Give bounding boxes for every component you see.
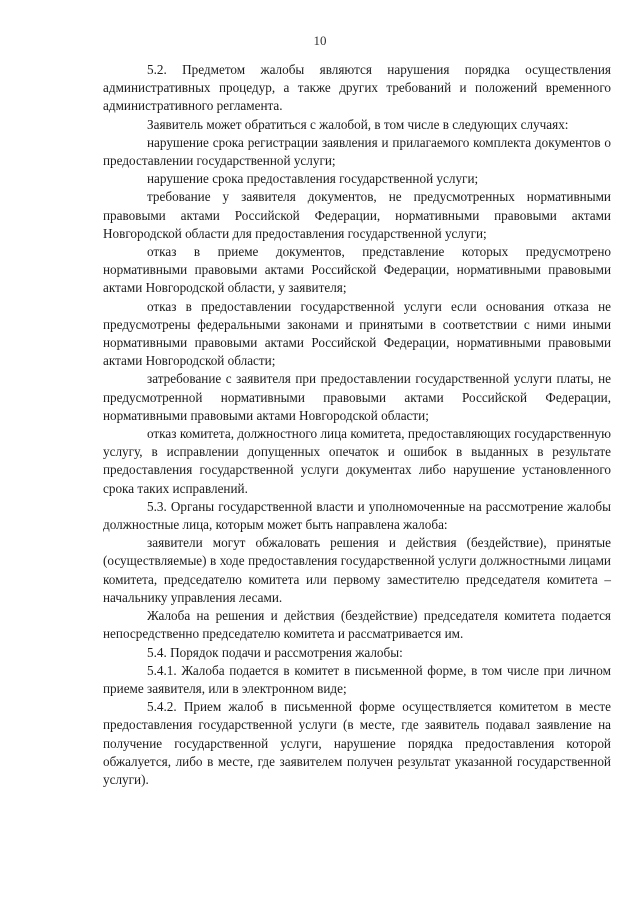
paragraph-5-3: 5.3. Органы государственной власти и уполномоченные на рассмотрение жалобы должностные лица, которым может быть направлена жалоба: [103, 498, 611, 533]
paragraph-case-service-refusal: отказ в предоставлении государственной услуги если основания отказа не предусмотрены федеральными законами и принятыми в соответствии с ними иными нормативными правовыми актами Российской Федерации, нормативными правовыми актами Новгородской области; [103, 298, 611, 369]
paragraph-appeal-officials: заявители могут обжаловать решения и действия (бездействие), принятые (осуществляемые) в ходе предоставления государственной услуги должностными лицами комитета, председателю комитета или первому заместителю председателя комитета – начальнику управления лесами. [103, 535, 611, 605]
paragraph-case-fee-demand: затребование с заявителя при предоставлении государственной услуги платы, не предусмотренной нормативными правовыми актами Российской Федерации, нормативными правовыми актами Новгородской области; [103, 371, 611, 423]
paragraph-chairman-complaint: Жалоба на решения и действия (бездействие) председателя комитета подается непосредственно председателю комитета и рассматривается им. [103, 608, 611, 642]
page-number: 10 [313, 33, 327, 48]
document-body [103, 61, 611, 789]
paragraph-5-4-2: 5.4.2. Прием жалоб в письменной форме осуществляется комитетом в месте предоставления государственной услуги (в месте, где заявитель подавал заявление на получение государственной услуги, нарушение порядка предоставления которой обжалуется, либо в месте, где заявителем получен результат указанной государственной услуги). [103, 699, 611, 787]
paragraph-case-registration-term: нарушение срока регистрации заявления и прилагаемого комплекта документов о предоставлении государственной услуги; [103, 134, 611, 169]
paragraph-case-extra-documents: требование у заявителя документов, не предусмотренных нормативными правовыми актами Российской Федерации, нормативными правовыми актами Новгородской области для предоставления государственной услуги; [103, 189, 611, 241]
paragraph-case-document-refusal: отказ в приеме документов, представление которых предусмотрено нормативными правовыми актами Российской Федерации, нормативными правовыми актами Новгородской области, у заявителя; [103, 244, 611, 296]
paragraph-case-correction-refusal: отказ комитета, должностного лица комитета, предоставляющих государственную услугу, в исправлении допущенных опечаток и ошибок в выданных в результате предоставления государственной услуги документах либо нарушение установленного срока таких исправлений. [103, 426, 611, 496]
paragraph-5-2: 5.2. Предметом жалобы являются нарушения порядка осуществления административных процедур, а также других требований и положений временного административного регламента. [103, 62, 611, 114]
paragraph-5-4: 5.4. Порядок подачи и рассмотрения жалобы: [147, 644, 403, 660]
paragraph-case-service-term: нарушение срока предоставления государственной услуги; [147, 171, 479, 187]
paragraph-5-4-1: 5.4.1. Жалоба подается в комитет в письменной форме, в том числе при личном приеме заявителя, или в электронном виде; [103, 662, 611, 696]
paragraph-complaint-cases-intro: Заявитель может обратиться с жалобой, в том числе в следующих случаях: [147, 116, 569, 132]
